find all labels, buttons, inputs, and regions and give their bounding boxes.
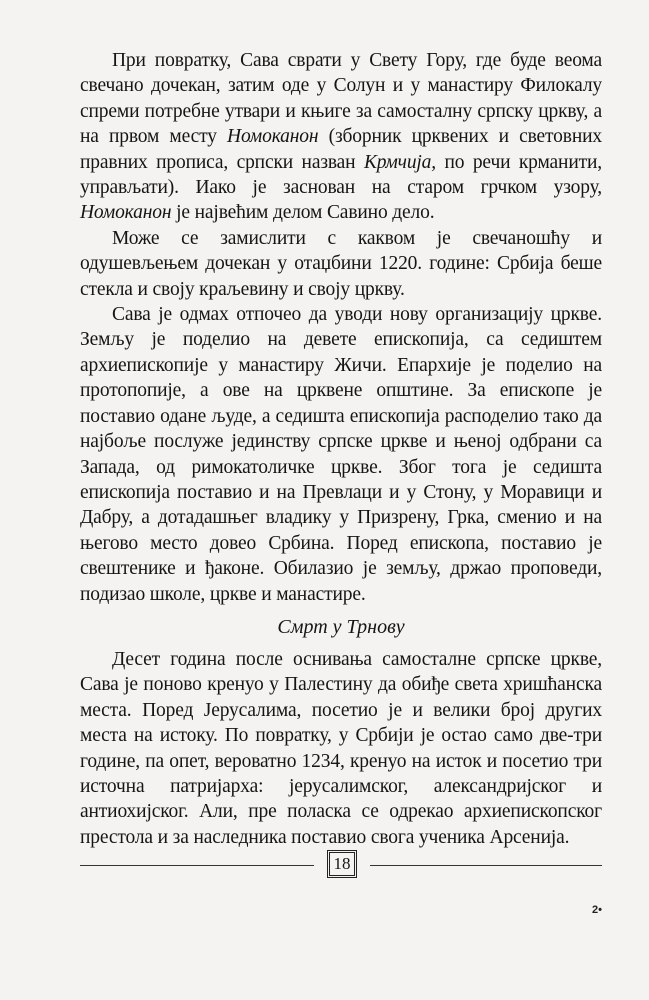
section-heading: Смрт у Трнову: [277, 615, 405, 638]
text-run: При повратку, Сава сврати у Свету Гору, где буде веома свечано дочекан, затим оде у Солун и у манастиру Филокалу спреми потребне утвари и књиге за самосталну српску цркву, а на првом месту: [80, 50, 602, 148]
paragraph: [80, 48, 602, 226]
text-run: Десет година после оснивања самосталне српске цркве, Сава је поново кренуо у Палестину да обиђе света хришћанска места. Поред Јерусалима, посетио је и велики број других места на истоку. По повратку, у Србији је остао само две-три године, па опет, вероватно 1234, кренуо на исток и посетио три источна патријарха: јерусалимског, александријског и антиохијског. Али, пре поласка се одрекао архиепископског престола и за наследника поставио свога ученика Арсенија.: [80, 648, 602, 848]
italic-term: Крмчија,: [363, 151, 437, 173]
paragraph: [80, 302, 602, 607]
italic-term: Номоканон: [227, 126, 319, 148]
page-number: 18: [327, 850, 357, 878]
text-run: Може се замислити с каквом је свечаношћу и одушевљењем дочекан у отаџбини 1220. године: Србија беше стекла и своју краљевину и своју цркву.: [80, 227, 602, 300]
text-section-2: [80, 647, 602, 850]
signature-mark: 2•: [592, 904, 602, 916]
text-run: (зборник црквених и световних правних прописа, српски назван: [80, 126, 602, 173]
footer-rule-right: [370, 865, 602, 866]
paragraph: [80, 226, 602, 302]
page-footer: [80, 848, 602, 882]
page-body: [80, 48, 602, 850]
text-run: Сава је одмах отпочео да уводи нову организацију цркве. Земљу је поделио на девете епископија, са седиштем архиепископије у манастиру Жичи. Епархије је поделио на протопопије, а ове на црквене општине. За епископе је поставио одане људе, а седишта епископија расподелио тако да најбоље послуже јединству српске цркве и њеној одбрани са Запада, од римокатоличке цркве. Због тога је седишта епископија поставио и на Превлаци и у Стону, у Моравици и Дабру, а дотадашњег владику у Призрену, Грка, сменио и на његово место довео Србина. Поред епископа, поставио је свештенике и ђаконе. Обилазио је земљу, држао проповеди, подизао школе, цркве и манастире.: [80, 304, 602, 605]
text-run: је највећим делом Савино дело.: [171, 202, 435, 224]
italic-term: Номоканон: [80, 202, 172, 224]
paragraph: [80, 647, 602, 850]
footer-rule-left: [80, 865, 314, 866]
text-run: по речи крманити, управљати). Иако је заснован на старом грчком узору,: [80, 151, 602, 199]
text-section-1: [80, 48, 602, 607]
